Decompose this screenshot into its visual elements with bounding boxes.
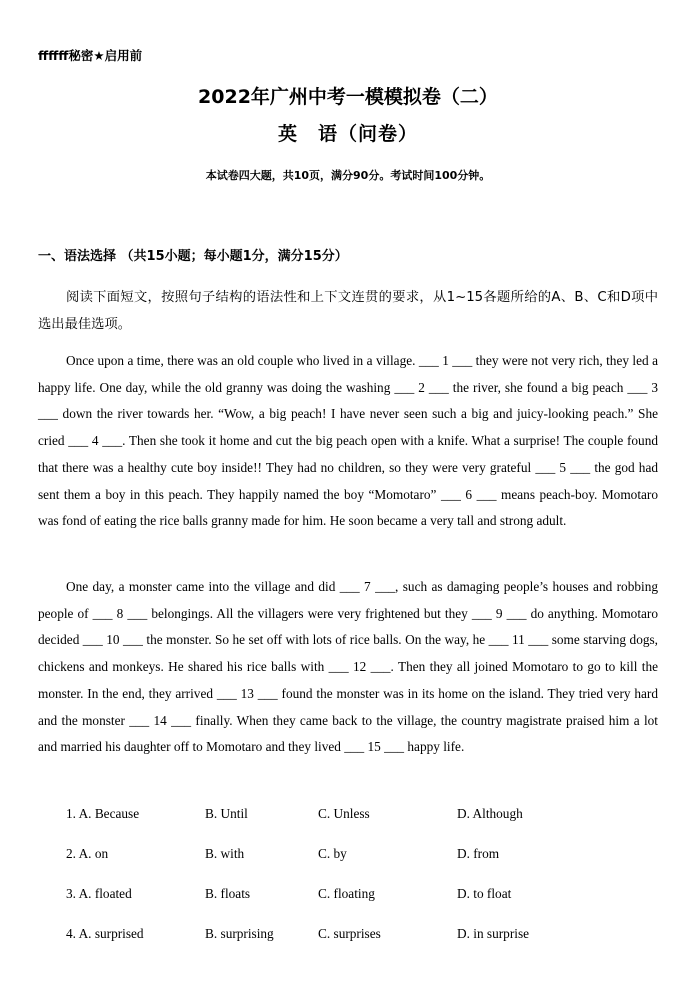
- q1-option-a: 1. A. Because: [66, 806, 140, 821]
- q1-option-d: D. Although: [457, 806, 523, 821]
- q4-option-c: C. surprises: [318, 926, 381, 941]
- section-heading: 一、语法选择 （共15小题；每小题1分，满分15分）: [38, 249, 348, 264]
- q2-option-b: B. with: [205, 846, 245, 861]
- q4-option-a: 4. A. surprised: [66, 926, 144, 941]
- exam-note: 本试卷四大题，共10页，满分90分。考试时间100分钟。: [205, 169, 491, 182]
- q4-option-b: B. surprising: [205, 926, 274, 941]
- exam-subtitle: 英 语（问卷）: [277, 123, 418, 145]
- q2-option-c: C. by: [318, 846, 347, 861]
- confidential-label: ffffff秘密★启用前: [38, 48, 143, 63]
- q3-option-b: B. floats: [205, 886, 251, 901]
- q4-option-d: D. in surprise: [457, 926, 530, 941]
- q3-option-c: C. floating: [318, 886, 375, 901]
- q1-option-c: C. Unless: [318, 806, 370, 821]
- passage-paragraph-2: One day, a monster came into the village and did ___ 7 ___, such as damaging people’s houses and robbing people of ___ 8 ___ belongings. All the villagers were very frightened but they ___ 9 ___ do anything. Momotaro decided ___ 10 ___ the monster. So he set off with lots of rice balls. On the way, he ___ 11 ___ some starving dogs, chickens and monkeys. He shared his rice balls with ___ 12 ___. Then they all joined Momotaro to go to kill the monster. In the end, they arrived ___ 13 ___ found the monster was in its home on the island. They tried very hard and the monster ___ 14 ___ finally. When they came back to the village, the country magistrate praised him a lot and married his daughter off to Momotaro and they lived ___ 15 ___ happy life.: [38, 579, 658, 755]
- section-instruction: 阅读下面短文，按照句子结构的语法性和上下文连贯的要求，从1~15各题所给的A、B、C和D项中选出最佳选项。: [38, 290, 658, 332]
- q3-option-d: D. to float: [457, 886, 512, 901]
- passage-paragraph-1: Once upon a time, there was an old couple who lived in a village. ___ 1 ___ they were not very rich, they led a happy life. One day, while the old granny was doing the washing ___ 2 ___ the river, she found a big peach ___ 3 ___ down the river towards her. “Wow, a big peach! I have never seen such a big and juicy-looking peach.” She cried ___ 4 ___. Then she took it home and cut the big peach open with a knife. What a surprise! The couple found that there was a healthy cute boy inside!! They had no children, so they were very grateful ___ 5 ___ the god had sent them a boy in this peach. They happily named the boy “Momotaro” ___ 6 ___ means peach-boy. Momotaro was fond of eating the rice balls granny made for him. He soon became a very tall and strong adult.: [38, 353, 658, 529]
- exam-title: 2022年广州中考一模模拟卷（二）: [198, 86, 498, 108]
- q2-option-a: 2. A. on: [66, 846, 109, 861]
- q3-option-a: 3. A. floated: [66, 886, 132, 901]
- q1-option-b: B. Until: [205, 806, 248, 821]
- q2-option-d: D. from: [457, 846, 500, 861]
